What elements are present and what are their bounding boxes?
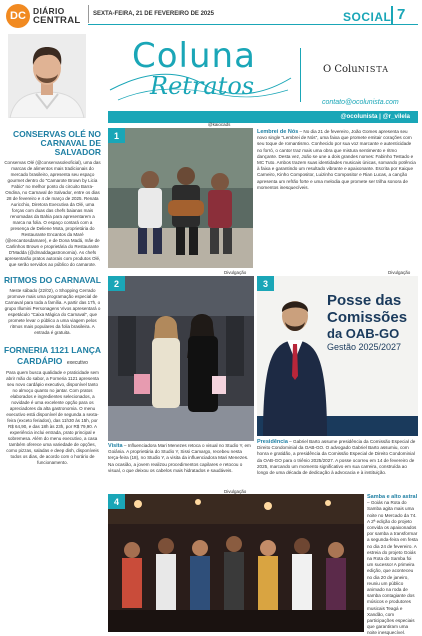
left-column	[4, 126, 101, 632]
page-number: 7	[397, 6, 406, 23]
contact-email[interactable]: contato@ocolunista.com	[322, 99, 399, 106]
article-body: Neste sábado (22/02), o Shopping Cerrado promove mais uma programação especial de Carnaval para toda a família. A partir das 17h, o grupo Illumini Personagens Vivos apresentará o espetáculo "Caixa Mágica do Carnaval", que promete levar o público a uma viagem pelos ritmos mais populares da folia brasileira. A entrada é gratuita.	[4, 288, 101, 335]
photo-number-badge: 2	[108, 276, 125, 291]
photo-caption-1: Lembrei de Nós – No dia 21 de fevereiro, João Gomes apresenta seu novo single "Lembrei de Nós", uma faixa que promete emitair corações com seu toque de romantismo. Conhecido por sua voz marcante e autenticidade no forró, o cantor traz mais uma obra que mistura sentimento e ritmo dançante. Desta vez, João se une a dois grandes nomes: Fabinho Testado e MC Tuto. Ambos trazem suas identidades musicais únicas, somando potência à faixa e garantindo um resultado vibrante e apaixonante. Escrita por Kaique Carneiro, Kinho Compositor, Luizinho Compositor e Rian Lucas, a canção apresenta um refrão forte e uma melodia que promete ser trilha sonora de momentos inesquecíveis.	[257, 129, 416, 190]
photo-panel-1	[108, 128, 253, 268]
photo-caption-3: Presidência – Gabriel Barto assume presidência da Comissão Especial de Direito Condominial da OAB-GO. O advogado Gabriel Barto assumiu, com honra e gratidão, a presidência da Comissão Especial de Direito Condominial da OAB-GO para o triênio 2025/2027. A posse ocorreu em 14 de fevereiro de 2025, marcando um momento significativo em sua carreira, construída ao longo de uma década de dedicação à advocacia e à instituição.	[257, 439, 416, 476]
event-banner-text: Posse das Comissões da OAB-GO Gestão 2025/2027	[327, 292, 408, 352]
article-title: CONSERVAS OLÉ NO CARNAVAL DE SALVADOR	[12, 129, 101, 157]
photo-credit: Divulgação	[388, 270, 411, 275]
columnist-portrait	[8, 34, 86, 118]
social-bar	[108, 111, 418, 123]
divider	[88, 24, 418, 25]
photo-credit: @kaiocads	[208, 122, 231, 127]
photo-panel-3	[257, 276, 418, 436]
brand-line-1: DIÁRIO	[33, 6, 65, 16]
photo-number-badge: 4	[108, 494, 125, 509]
article-title-suffix: executivo	[66, 360, 88, 366]
photo-number-badge: 1	[108, 128, 125, 143]
section-title: SOCIAL	[343, 10, 392, 24]
top-bar	[0, 0, 422, 28]
photo-panel-4	[108, 494, 364, 632]
photo-caption-2: Visita – Influenciadora Mari Menezes retoca o visual no Studio Y, em Goiânia. A proprietária do Studio Y, Sissi Camargo, recebeu nesta terça-feira (18), no Studio Y, a visita da influenciadora Mari Menezes. Na ocasião, a jovem realizou procedimentos capilares e retocou o visual, o que deixou os cabelos mais hidratados e saudáveis.	[108, 443, 251, 473]
photo-panel-2	[108, 276, 254, 441]
newspaper-logo-icon: DC	[6, 4, 30, 28]
photo-caption-4: Samba e alto astral – Goiás na Rota do Samba agita mais uma noite no Mercado da 74. A 2ª edição do projeto convida os apaixonados por samba a transformar a segunda-feira em festa no dia 24 de fevereiro. A estreia do projeto Goiás na Rota do Samba foi um sucesso! A primeira edição, que aconteceu no dia 20 de janeiro, reuniu um público animado na roda de samba contagiante dos músicos e produtores musicais Teagá e Xandão, com participações especiais que garantiram uma noite inesquecível.	[367, 494, 418, 636]
article-body: Conservas Olé (@conservasoleoficial), uma das marcas de alimentos mais tradicionais do mercado brasileiro, apresenta seu espaço gourmet dentro do "Camarote Brown by Licia Fabio" no melhor ponto do circuito Barra-Ondina, no Carnaval de Salvador, entre os dias 28 de fevereiro e 4 de março de 2025. Renata Auricchio, Diretora Executiva da Olé, uma forças com duas das chefs baianas mais renomadas da Bahia para apresentarem a marca na folia. O espaço contará com a presença de Deliene Mota, proprietária do Restaurante Encantos da Maré (@encantosdamare), e de Dona Madá, mãe de Carlinhos Brown e proprietária do Restaurante D'Madda (@dmaddagastronomia). As chefs apresentarão pratos autorais com produtos Olé, que serão servidos ao público do camarote.	[4, 160, 101, 267]
divider	[391, 6, 393, 25]
photo-credit: Divulgação	[224, 489, 247, 494]
brand-line-2: CENTRAL	[33, 15, 81, 26]
photo-number-badge: 3	[257, 276, 274, 291]
divider	[300, 48, 301, 102]
article-title: RITMOS DO CARNAVAL	[4, 275, 101, 285]
article-heading	[4, 344, 101, 368]
photo-credit: Divulgação	[224, 270, 247, 275]
column-title-word-1: Coluna	[132, 36, 256, 76]
ocolunista-logo: O ColuNISTA	[323, 64, 390, 75]
issue-date: SEXTA-FEIRA, 21 DE FEVEREIRO DE 2025	[93, 11, 214, 17]
article-body: Para quem busca qualidade e praticidade sem abrir mão do sabor, a Forneria 1121 apresenta seu novo cardápio executivo, disponível tanto no almoço quanto no jantar. Com pratos elaborados e ingredientes selecionados, a novidade é uma excelente opção para os apreciadores da alta gastronomia. O menu executivo está disponível de segunda a sexta-feira (exceto feriados), das 11h30 às 15h, por R$ 64,90, e das 18h às 23h, por R$ 79,90. A experiência inclui entrada, prato principal e sobremesa. Além do menu executivo, a casa também oferece uma variedade de opções, como pizzas, saladas e deep dish, disponíveis todos os dias, de acordo com o horário de funcionamento.	[6, 370, 99, 465]
column-title-word-2: Retratos	[150, 72, 255, 100]
article-title: FORNERIA 1121 LANÇA CARDÁPIO	[4, 345, 101, 366]
divider	[88, 5, 89, 23]
social-handles[interactable]: @ocolunista | @r_vilela	[340, 113, 410, 120]
